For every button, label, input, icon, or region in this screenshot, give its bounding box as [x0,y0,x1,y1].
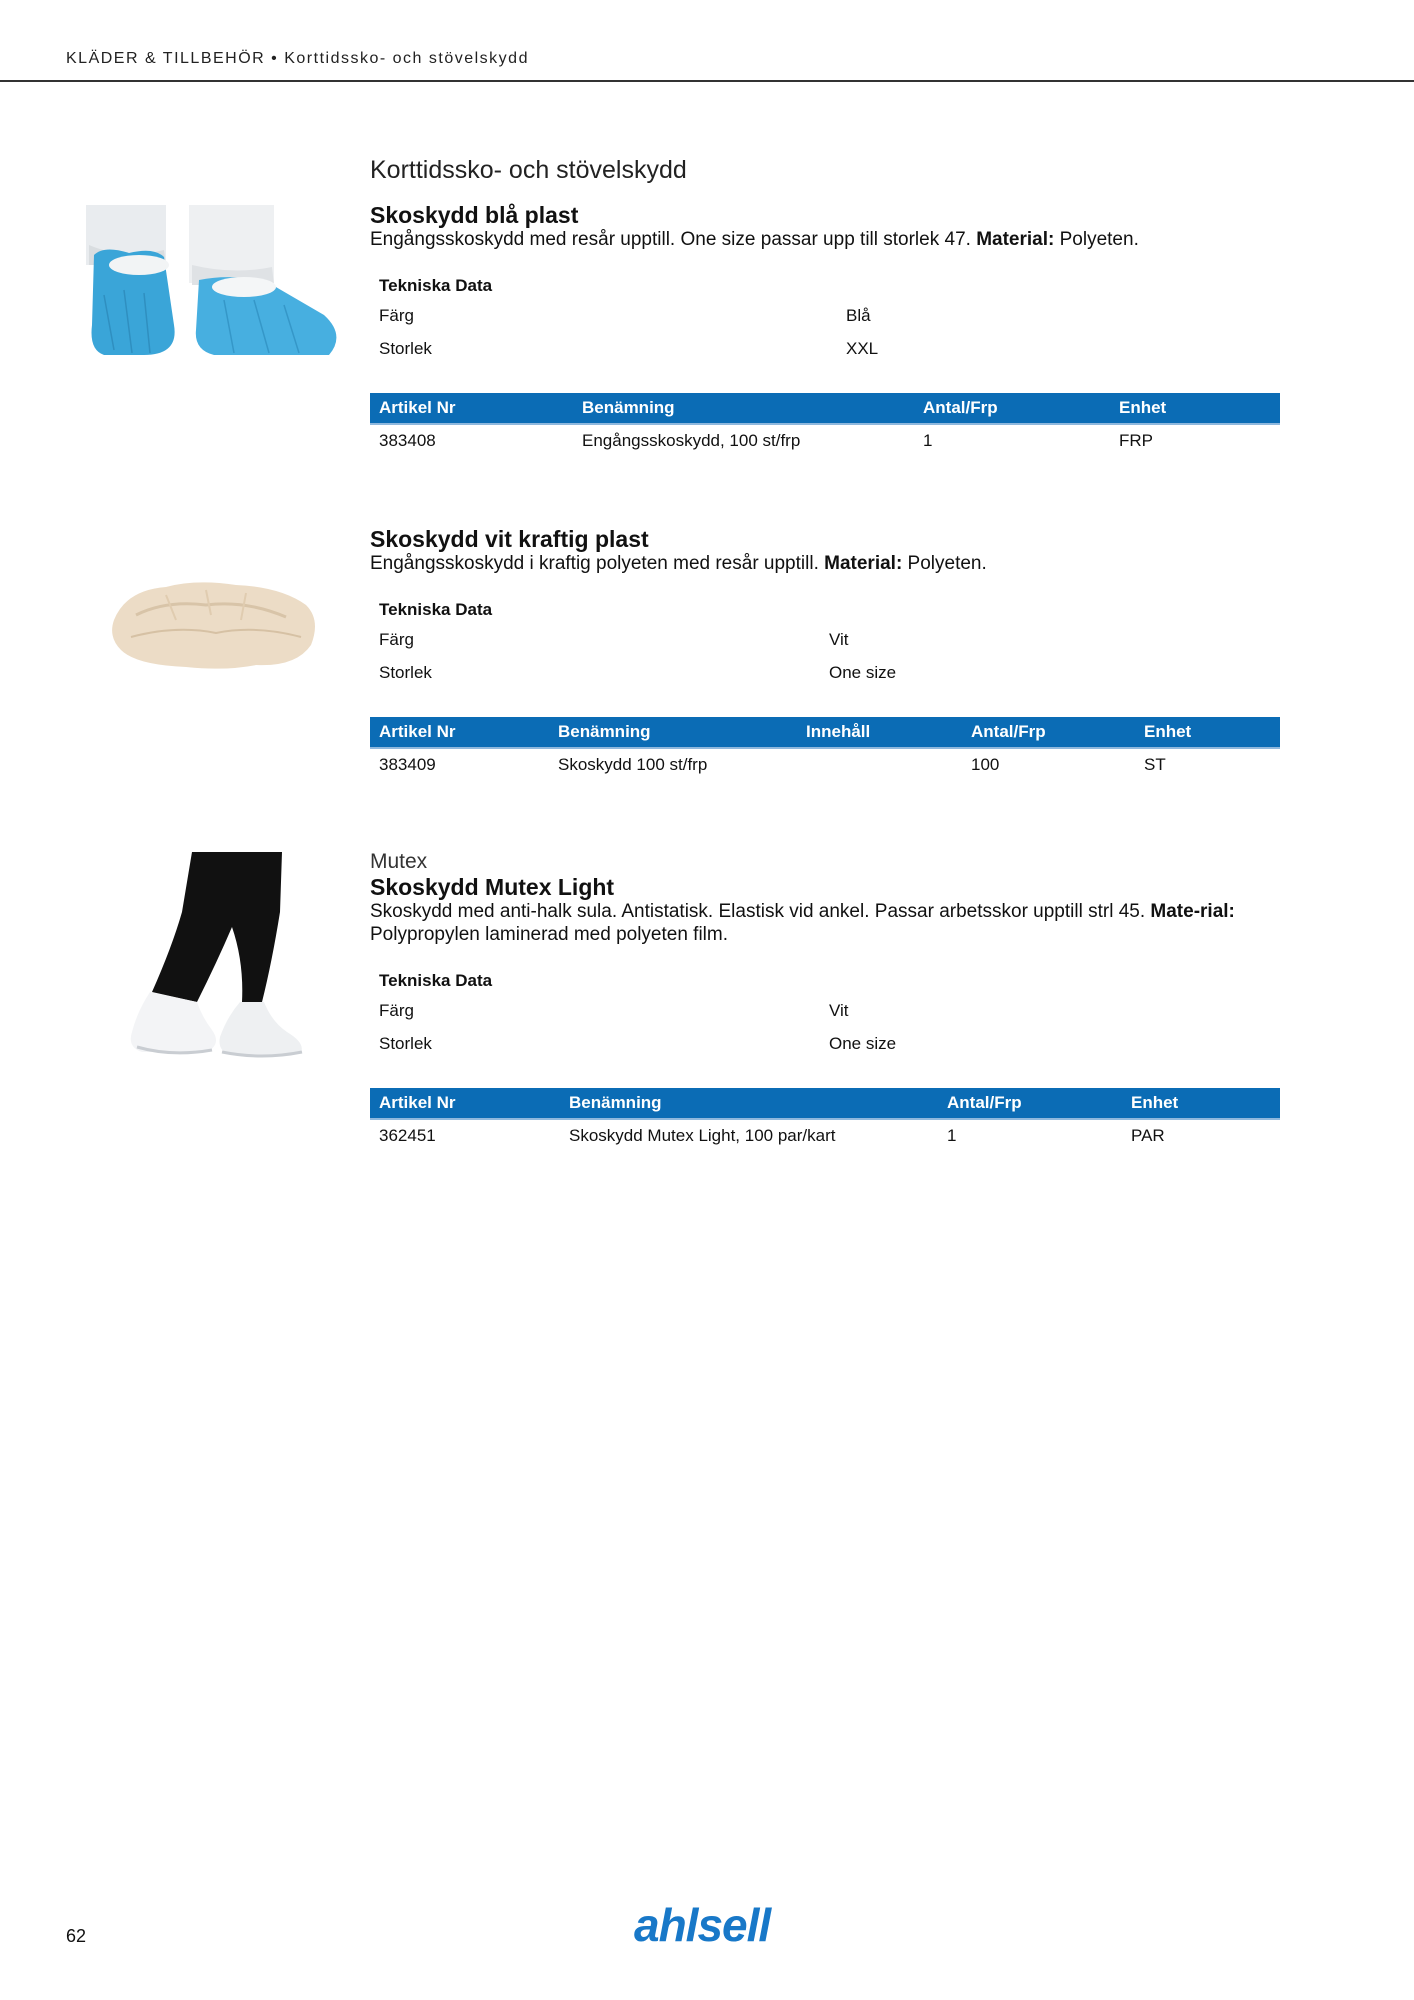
technical-data-title: Tekniska Data [379,600,493,619]
header-separator: • [265,50,285,67]
product-image-white-shoe-cover [106,575,326,675]
material-label: Material: [976,229,1055,250]
table-header-row [370,393,1280,424]
article-table [370,393,1280,457]
tech-value: XXL [846,339,879,358]
table-row [370,1119,1280,1152]
cell-name: Skoskydd Mutex Light, 100 par/kart [569,1126,836,1145]
technical-data-title: Tekniska Data [379,971,493,990]
col-header-name: Benämning [573,393,914,424]
description-text: Skoskydd med anti-halk sula. Antistatisk. Elastisk vid ankel. Passar arbetsskor upptill strl 45. [370,901,1151,922]
table-header-row [370,1088,1280,1119]
cell-qty: 1 [947,1126,957,1145]
table-header-row [370,717,1280,748]
cell-article-nr: 362451 [379,1126,436,1145]
section-title: Korttidssko- och stövelskydd [370,156,687,184]
tech-label: Färg [379,306,414,325]
tech-label: Färg [379,630,414,649]
running-header [66,50,529,68]
technical-data [370,597,1280,689]
header-category: KLÄDER & TILLBEHÖR [66,50,266,67]
material-value: Polyeten. [1054,229,1139,250]
cell-unit: FRP [1119,431,1153,450]
product-description [370,900,1280,946]
table-row [370,748,1280,781]
tech-row-size [379,332,1280,365]
product-title: Skoskydd vit kraftig plast [370,526,649,552]
product-description [370,228,1280,251]
product-brand: Mutex [370,850,428,873]
tech-label: Storlek [379,663,432,682]
ahlsell-logo: ahlsell [634,1899,771,1951]
header-rule [0,80,1414,82]
description-text: Engångsskoskydd i kraftig polyeten med resår upptill. [370,553,825,574]
col-header-name: Benämning [549,717,797,748]
technical-data-title: Tekniska Data [379,276,493,295]
table-row [370,424,1280,457]
col-header-name: Benämning [560,1088,938,1119]
tech-value: One size [829,663,897,682]
col-header-qty: Antal/Frp [914,393,1110,424]
article-table [370,717,1280,781]
cell-qty: 100 [971,755,1000,774]
tech-row-size [379,1027,1280,1060]
cell-name: Engångsskoskydd, 100 st/frp [582,431,801,450]
technical-data [370,273,1280,365]
tech-row-color [379,299,1280,332]
cell-qty: 1 [923,431,933,450]
tech-label: Färg [379,1001,414,1020]
cell-unit: PAR [1131,1126,1165,1145]
product-description [370,552,1280,575]
page-number: 62 [66,1926,87,1946]
tech-value: Blå [846,306,871,325]
material-label: Mate-rial: [1150,901,1235,922]
tech-row-color [379,623,1280,656]
tech-row-size [379,656,1280,689]
tech-value: One size [829,1034,897,1053]
product-image-blue-shoe-covers [84,205,344,365]
cell-article-nr: 383408 [379,431,436,450]
col-header-qty: Antal/Frp [938,1088,1122,1119]
col-header-unit: Enhet [1135,717,1280,748]
material-value: Polyeten. [902,553,987,574]
col-header-qty: Antal/Frp [962,717,1135,748]
description-text: Engångsskoskydd med resår upptill. One size passar upp till storlek 47. [370,229,977,250]
col-header-article-nr: Artikel Nr [370,393,573,424]
col-header-article-nr: Artikel Nr [370,717,549,748]
product-title: Skoskydd Mutex Light [370,874,615,900]
tech-value: Vit [829,1001,849,1020]
material-value: Polypropylen laminerad med polyeten film. [370,924,729,945]
tech-row-color [379,994,1280,1027]
cell-name: Skoskydd 100 st/frp [558,755,708,774]
tech-label: Storlek [379,1034,432,1053]
article-table [370,1088,1280,1152]
product-skoskydd-mutex-light [370,850,1280,1152]
col-header-unit: Enhet [1122,1088,1280,1119]
technical-data [370,968,1280,1060]
product-title: Skoskydd blå plast [370,202,579,228]
cell-article-nr: 383409 [379,755,436,774]
tech-value: Vit [829,630,849,649]
product-skoskydd-bla-plast [370,202,1280,457]
product-image-mutex-light-covers [122,852,312,1072]
product-skoskydd-vit-kraftig-plast [370,526,1280,781]
cell-unit: ST [1144,755,1166,774]
header-subcategory: Korttidssko- och stövelskydd [284,50,529,67]
col-header-unit: Enhet [1110,393,1280,424]
tech-label: Storlek [379,339,432,358]
material-label: Material: [824,553,903,574]
cell-content [797,748,962,781]
col-header-article-nr: Artikel Nr [370,1088,560,1119]
col-header-content: Innehåll [797,717,962,748]
